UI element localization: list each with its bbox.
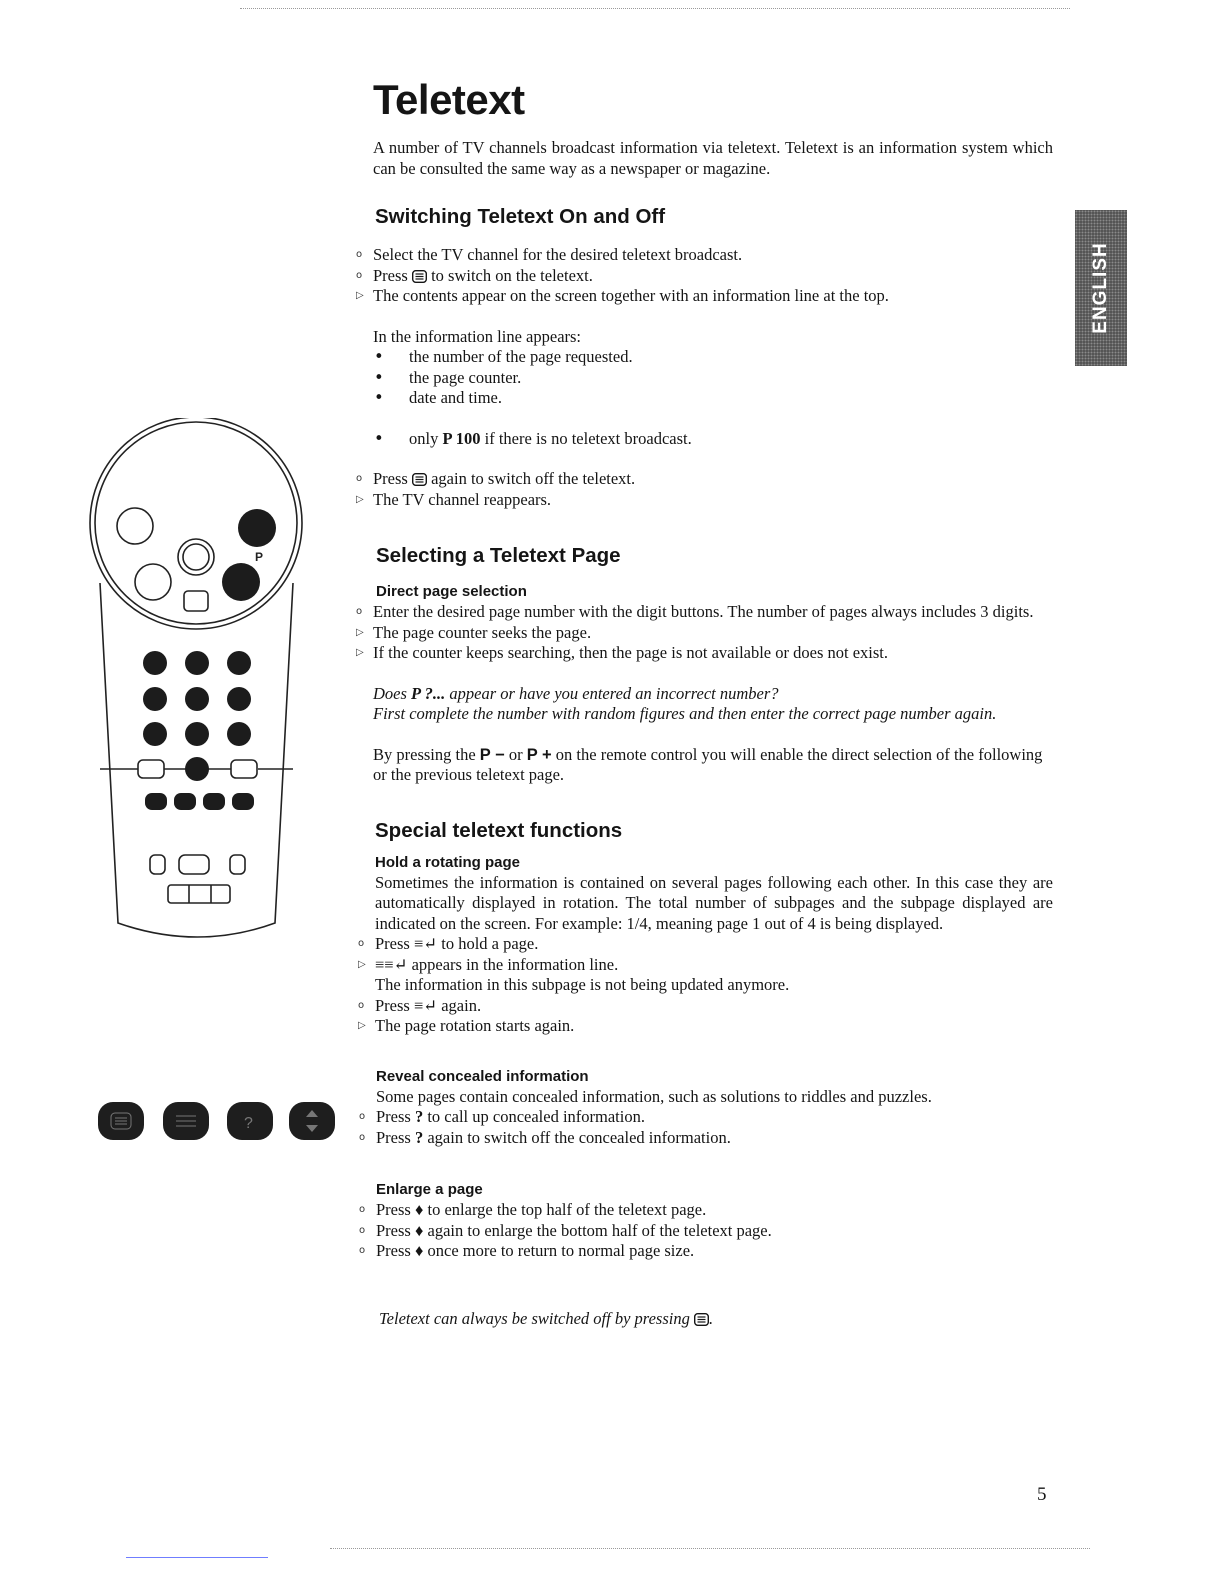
enlarge-key [289, 1102, 335, 1140]
remote-lowest-button [168, 885, 230, 903]
language-tab [1075, 210, 1127, 366]
teletext-button-icon [694, 1313, 709, 1326]
teletext-button-icon [412, 270, 427, 283]
intro-paragraph: A number of TV channels broadcast information via teletext. Teletext is an information system which can be consulted the same way as a newspaper or magazine. [373, 138, 1053, 178]
color-key-button [174, 793, 196, 810]
step-item: o Press ≡↵ again. [358, 995, 482, 1015]
language-tab-label: ENGLISH [1090, 242, 1111, 334]
no-broadcast-list [373, 429, 1053, 450]
program-buttons-paragraph: By pressing the P − or P + on the remote control you will enable the direct selection of the following or the previous teletext page. [373, 744, 1043, 784]
plain-item: The information in this subpage is not being updated anymore. [375, 975, 790, 994]
step-item: o Press ? again to switch off the concealed information. [359, 1127, 731, 1147]
info-item: • date and time. [374, 388, 503, 407]
section-heading-special: Special teletext functions [375, 818, 623, 842]
result-arrow-icon: ▷ [358, 1020, 366, 1031]
step-circle-icon: o [356, 606, 363, 617]
function-keys-illustration [96, 1100, 336, 1144]
info-item: • only P 100 if there is no teletext broadcast. [374, 428, 692, 448]
hold-steps [358, 934, 1053, 1037]
remote-bottom-left-button [150, 855, 165, 874]
hold-page-icon: ≡↵ [413, 934, 438, 953]
step-circle-icon: o [359, 1224, 366, 1236]
reveal-paragraph: Some pages contain concealed information, such as solutions to riddles and puzzles. [376, 1086, 932, 1106]
digit-button [185, 651, 209, 675]
subheading-hold: Hold a rotating page [375, 853, 521, 871]
remote-bottom-right-button [230, 855, 245, 874]
note-incorrect-number: Does P ?... appear or have you entered an incorrect number? [373, 683, 779, 703]
digit-button [227, 687, 251, 711]
step-item: o Press ♦ again to enlarge the bottom half of the teletext page. [359, 1220, 772, 1240]
scan-artifact-top [240, 8, 1070, 11]
result-arrow-icon: ▷ [356, 647, 364, 658]
main-content [356, 76, 1053, 1329]
result-arrow-icon: ▷ [356, 626, 364, 638]
result-item: ▷ The contents appear on the screen together with an information line at the top. [356, 286, 889, 305]
info-line-list [373, 347, 1053, 409]
remote-p-label: P [255, 550, 264, 564]
result-item: ▷ The page rotation starts again. [358, 1016, 575, 1035]
subheading-direct-selection: Direct page selection [376, 583, 527, 600]
step-circle-icon: o [359, 1245, 366, 1256]
page-number: 5 [1037, 1484, 1047, 1505]
digit-button [143, 651, 167, 675]
subheading-reveal: Reveal concealed information [376, 1067, 589, 1085]
remote-program-button [222, 563, 260, 601]
section-heading-selecting: Selecting a Teletext Page [376, 544, 621, 567]
step-item: o Press to switch on the teletext. [356, 265, 593, 285]
remote-bottom-center-button [179, 855, 209, 874]
step-circle-icon: o [358, 999, 365, 1011]
info-line-intro: In the information line appears: [373, 326, 582, 346]
step-item: o Select the TV channel for the desired teletext broadcast. [356, 245, 743, 264]
remote-top-right-button [238, 509, 276, 547]
step-circle-icon: o [359, 1111, 366, 1122]
remote-plus-button [231, 760, 257, 778]
digit-button [143, 722, 167, 746]
digit-button [185, 722, 209, 746]
step-item: o Press ♦ once more to return to normal page size. [359, 1241, 695, 1260]
result-item: ▷ The TV channel reappears. [356, 489, 552, 509]
result-item: ▷ The page counter seeks the page. [356, 622, 592, 642]
switch-off-steps [356, 469, 1053, 510]
digit-button [185, 687, 209, 711]
result-arrow-icon: ▷ [358, 958, 366, 970]
reveal-icon: ? [414, 1107, 424, 1126]
reveal-steps [359, 1107, 1053, 1148]
step-circle-icon: o [356, 249, 363, 260]
result-item: ▷ If the counter keeps searching, then the page is not available or does not exist. [356, 643, 888, 662]
hold-paragraph: Sometimes the information is contained on several pages following each other. In this case they are automatically displayed in rotation. The total number of subpages and the subpage displayed are indicated on the screen. For example: 1/4, meaning page 1 out of 4 is being displayed. [375, 872, 1053, 933]
enlarge-icon: ♦ [414, 1200, 424, 1219]
page-title: Teletext [373, 76, 525, 123]
step-circle-icon: o [359, 1204, 366, 1215]
footer-note: Teletext can always be switched off by pressing . [379, 1308, 714, 1328]
step-circle-icon: o [356, 473, 363, 484]
step-item: o Press ? to call up concealed information. [359, 1107, 645, 1126]
color-key-button [232, 793, 254, 810]
hold-page-icon: ≡≡↵ [375, 954, 408, 974]
remote-control-illustration [85, 418, 307, 950]
enlarge-steps [359, 1200, 1053, 1262]
digit-button [227, 722, 251, 746]
step-item: o Press again to switch off the teletext. [356, 469, 636, 488]
step-circle-icon: o [358, 938, 365, 949]
info-item: • the number of the page requested. [374, 347, 633, 366]
info-item: • the page counter. [374, 367, 522, 387]
digit-button [227, 651, 251, 675]
result-item: ▷ ≡≡↵ appears in the information line. [358, 954, 619, 974]
step-circle-icon: o [356, 269, 363, 281]
switching-steps [356, 245, 1053, 307]
hold-page-icon: ≡↵ [413, 995, 438, 1015]
step-item: o Press ♦ to enlarge the top half of the teletext page. [359, 1200, 707, 1219]
step-circle-icon: o [359, 1131, 366, 1143]
reveal-icon: ? [414, 1127, 424, 1147]
note-random-figures: First complete the number with random figures and then enter the correct page number again. [373, 704, 997, 723]
selecting-steps [356, 602, 1053, 664]
teletext-button-icon [412, 473, 427, 486]
step-item: o Enter the desired page number with the digit buttons. The number of pages always includes 3 digits. [356, 602, 1034, 621]
enlarge-icon: ♦ [414, 1241, 424, 1260]
svg-text:?: ? [244, 1115, 253, 1132]
result-arrow-icon: ▷ [356, 290, 364, 301]
section-heading-switching: Switching Teletext On and Off [375, 205, 666, 228]
result-arrow-icon: ▷ [356, 493, 364, 505]
margin-line [126, 1557, 268, 1558]
subheading-enlarge: Enlarge a page [376, 1181, 483, 1198]
digit-button [143, 687, 167, 711]
remote-minus-button [138, 760, 164, 778]
color-key-button [145, 793, 167, 810]
enlarge-icon: ♦ [414, 1220, 424, 1240]
scan-artifact-bottom [330, 1548, 1090, 1551]
digit-button [185, 757, 209, 781]
step-item: o Press ≡↵ to hold a page. [358, 934, 539, 953]
color-key-button [203, 793, 225, 810]
